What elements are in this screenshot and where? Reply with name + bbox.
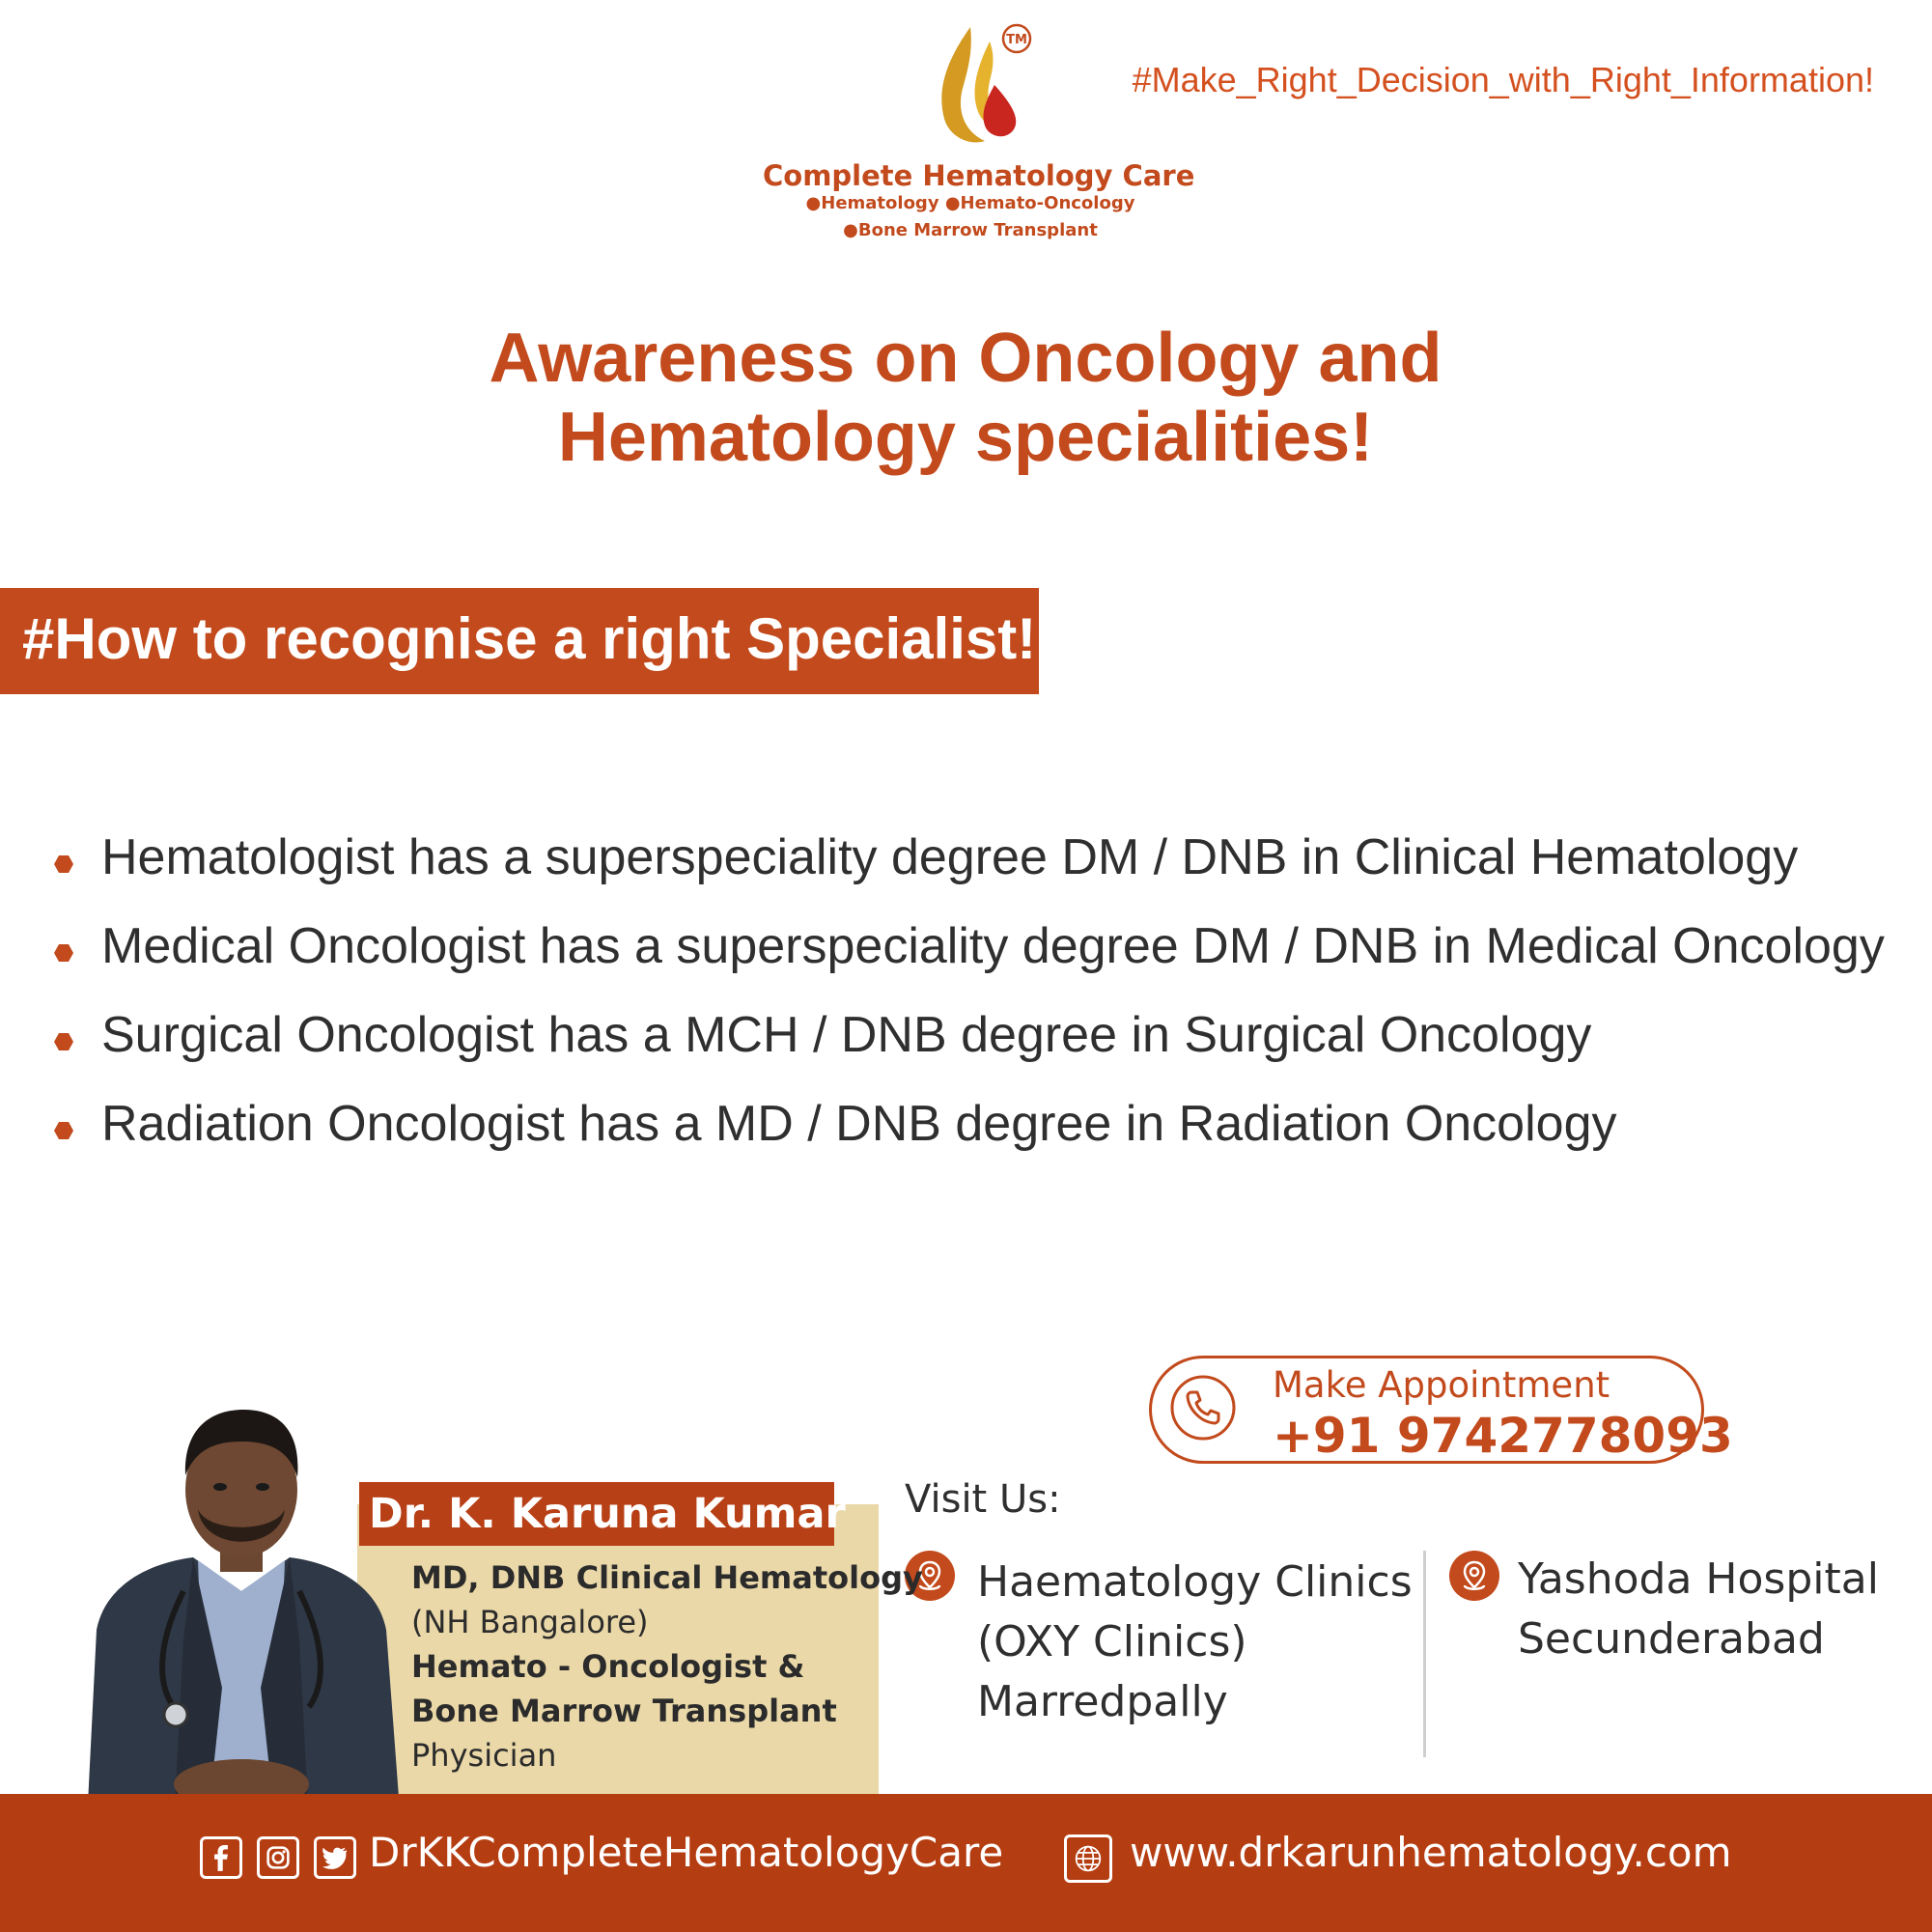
list-item-text: Hematologist has a superspeciality degree DM / DNB in Clinical Hematology — [101, 829, 1799, 885]
location-line: (OXY Clinics) — [977, 1617, 1247, 1666]
hexagon-bullet-icon — [54, 943, 73, 963]
brand-name: Complete Hematology Care — [763, 159, 1195, 192]
hexagon-bullet-icon — [54, 1121, 73, 1140]
doctor-name: Dr. K. Karuna Kumar — [369, 1490, 846, 1538]
phone-icon — [1168, 1373, 1238, 1442]
location-line: Yashoda Hospital — [1518, 1554, 1879, 1604]
location-line: Secunderabad — [1518, 1614, 1825, 1664]
brand-specialties-line-2: ●Bone Marrow Transplant — [843, 220, 1098, 240]
hexagon-bullet-icon — [54, 1032, 73, 1051]
headline-line-2: Hematology specialities! — [557, 399, 1374, 476]
list-item-text: Radiation Oncologist has a MD / DNB degree in Radiation Oncology — [101, 1096, 1617, 1152]
list-item-text: Surgical Oncologist has a MCH / DNB degree in Surgical Oncology — [101, 1007, 1592, 1063]
location-yashoda-hospital — [1518, 1550, 1879, 1669]
list-item — [50, 912, 1904, 1001]
hashtag-tagline: #Make_Right_Decision_with_Right_Information! — [1132, 60, 1874, 99]
doctor-qualification: MD, DNB Clinical Hematology — [411, 1559, 923, 1596]
list-item-text: Medical Oncologist has a superspeciality degree DM / DNB in Medical Oncology — [101, 918, 1885, 974]
section-banner-title: #How to recognise a right Specialist! — [22, 606, 1037, 671]
location-line: Haematology Clinics — [977, 1557, 1413, 1607]
globe-icon — [1064, 1834, 1112, 1883]
list-item — [50, 1001, 1904, 1090]
location-line: Marredpally — [977, 1677, 1228, 1726]
hexagon-bullet-icon — [54, 854, 73, 874]
doctor-photo — [68, 1398, 415, 1823]
social-handle[interactable]: DrKKCompleteHematologyCare — [369, 1829, 1004, 1876]
locations-divider — [1423, 1551, 1426, 1757]
location-pin-icon — [1448, 1550, 1500, 1602]
instagram-icon[interactable] — [257, 1836, 299, 1879]
twitter-icon[interactable] — [314, 1836, 356, 1879]
visit-us-title: Visit Us: — [905, 1477, 1061, 1522]
list-item — [50, 824, 1904, 912]
doctor-institution: (NH Bangalore) — [411, 1604, 649, 1640]
brand-logo-mark — [917, 17, 1043, 153]
appointment-label: Make Appointment — [1273, 1364, 1610, 1406]
headline-line-1: Awareness on Oncology and — [489, 320, 1442, 397]
appointment-phone[interactable]: +91 9742778093 — [1273, 1408, 1733, 1464]
brand-specialties-line-1: ●Hematology ●Hemato-Oncology — [805, 193, 1135, 213]
doctor-role-line-1: Hemato - Oncologist & — [411, 1648, 805, 1685]
doctor-role-line-3: Physician — [411, 1737, 557, 1774]
trademark-text: TM — [1006, 33, 1027, 47]
list-item — [50, 1090, 1904, 1179]
page-headline — [290, 319, 1641, 477]
location-oxy-clinics — [977, 1553, 1413, 1732]
specialist-list — [50, 824, 1904, 1179]
facebook-icon[interactable] — [200, 1836, 242, 1879]
website-link[interactable]: www.drkarunhematology.com — [1130, 1829, 1732, 1876]
doctor-role-line-2: Bone Marrow Transplant — [411, 1693, 837, 1729]
